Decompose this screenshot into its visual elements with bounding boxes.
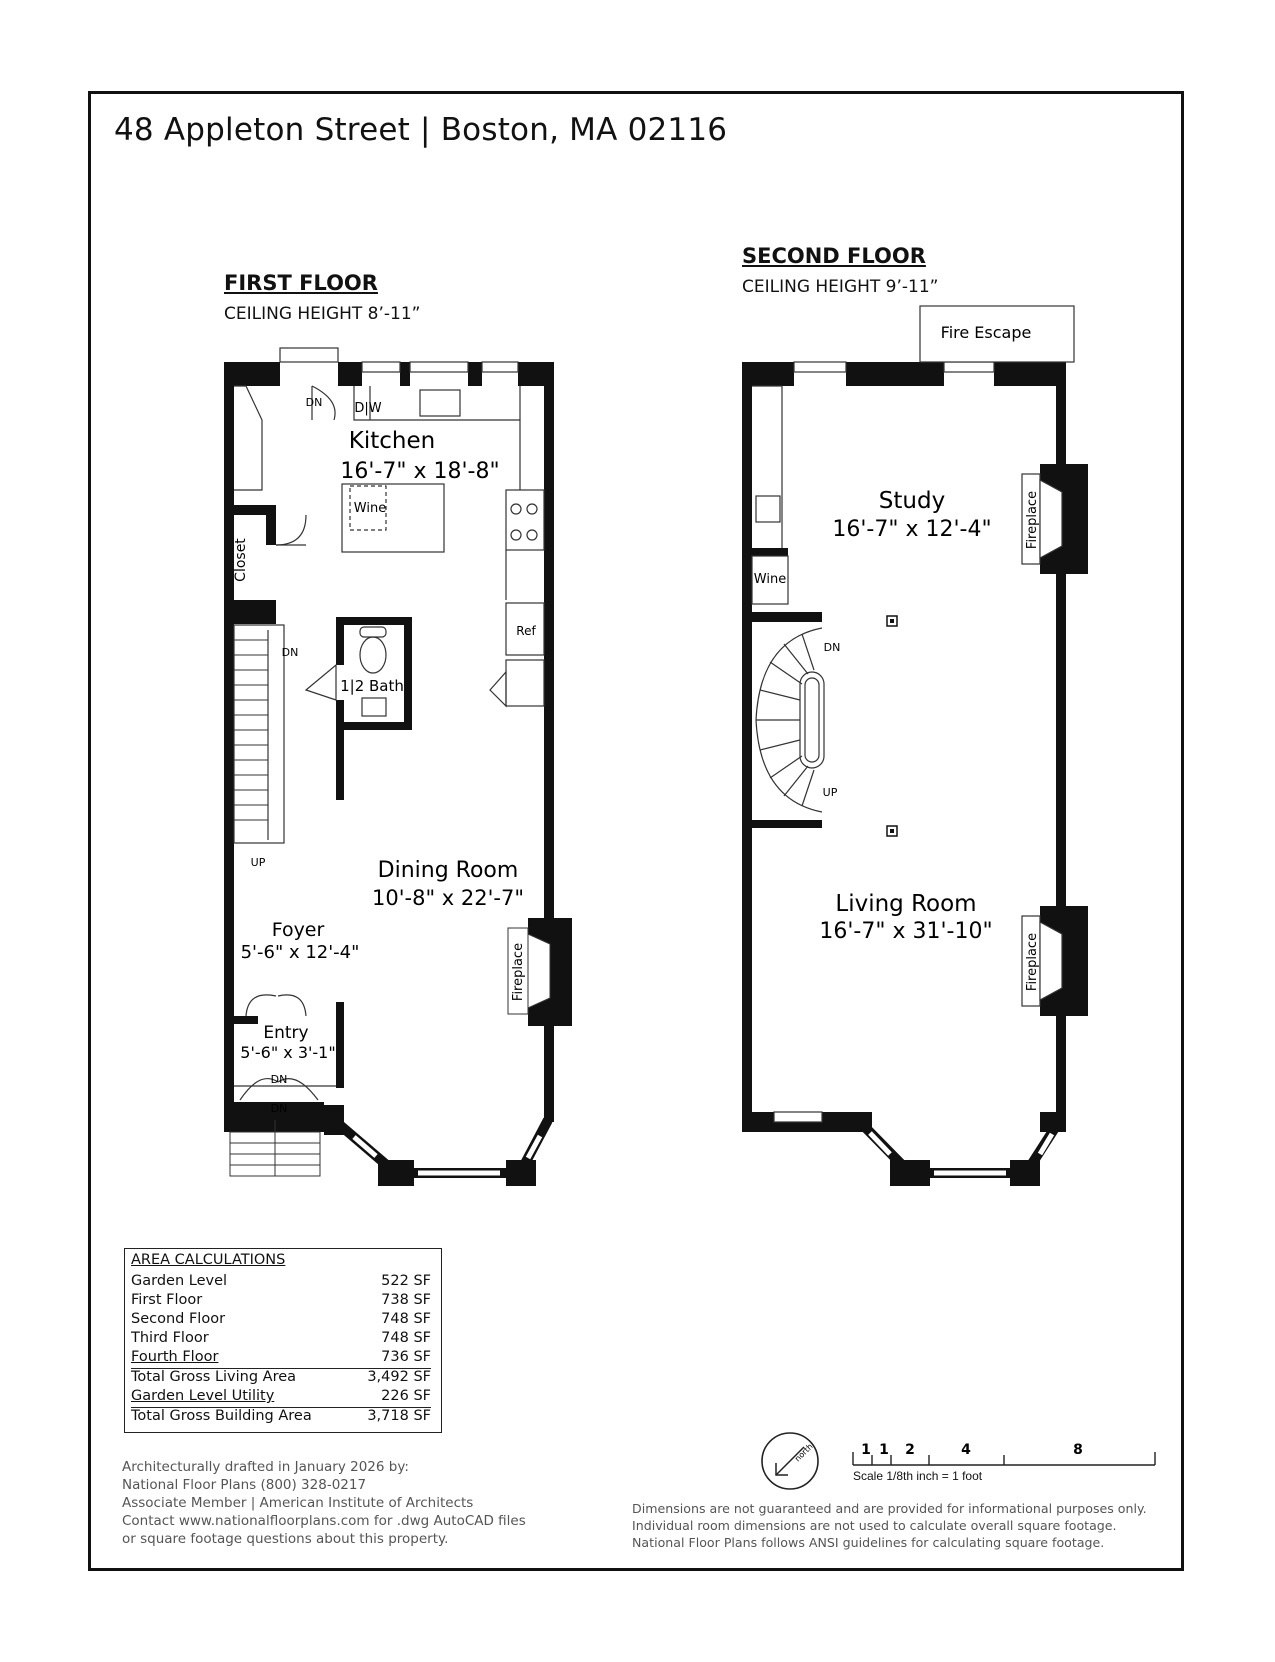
kitchen-dims: 16'-7" x 18'-8": [340, 459, 500, 484]
area-row: [131, 1292, 431, 1311]
area-row-label: Garden Level Utility: [131, 1388, 275, 1404]
study-label: Study: [878, 488, 946, 514]
area-row: [131, 1369, 431, 1388]
north-arrow-icon: [762, 1433, 818, 1489]
scale-tick-label: 8: [1073, 1442, 1083, 1458]
area-row-value: 522 SF: [381, 1273, 431, 1289]
disclaimer: [632, 1500, 1147, 1551]
area-row-value: 736 SF: [381, 1349, 431, 1365]
half-bath-label: 1|2 Bath: [340, 677, 404, 695]
area-row-label: Second Floor: [131, 1311, 226, 1327]
credit-line: Associate Member | American Institute of Architects: [122, 1495, 474, 1511]
area-row-label: Total Gross Building Area: [131, 1408, 312, 1424]
first-floor-plan: [224, 348, 572, 1186]
area-row-value: 226 SF: [381, 1388, 431, 1404]
second-wine-label: Wine: [753, 572, 787, 587]
second-floor-plan: [742, 306, 1088, 1186]
credit-line: or square footage questions about this property.: [122, 1531, 449, 1547]
area-row: [131, 1330, 431, 1349]
foyer-dims: 5'-6" x 12'-4": [240, 942, 360, 963]
scale-label: Scale 1/8th inch = 1 foot: [853, 1469, 983, 1483]
disclaimer-line: Individual room dimensions are not used to calculate overall square footage.: [632, 1518, 1117, 1533]
area-row: [131, 1273, 431, 1292]
kitchen-dn-label: DN: [305, 396, 323, 409]
scale-bar: [853, 1442, 1155, 1465]
living-room-label: Living Room: [835, 891, 977, 917]
first-floor-heading: FIRST FLOOR: [224, 271, 378, 295]
scale-tick-label: 4: [961, 1442, 971, 1458]
area-row: [131, 1349, 431, 1369]
area-row-value: 748 SF: [381, 1311, 431, 1327]
area-row: [131, 1408, 431, 1427]
kitchen-label: Kitchen: [348, 428, 436, 454]
kitchen-wine-label: Wine: [353, 501, 387, 516]
second-floor-ceiling: CEILING HEIGHT 9’-11”: [742, 277, 939, 297]
area-row-label: Third Floor: [131, 1330, 209, 1346]
drafter-credits: [122, 1458, 526, 1548]
credit-line: National Floor Plans (800) 328-0217: [122, 1477, 367, 1493]
second-stair-dn-label: DN: [823, 641, 841, 654]
area-row-label: First Floor: [131, 1292, 203, 1308]
fire-escape-label: Fire Escape: [940, 323, 1032, 342]
closet-label: Closet: [233, 538, 249, 582]
dining-room-dims: 10'-8" x 22'-7": [372, 886, 524, 910]
second-stair-up-label: UP: [822, 786, 838, 799]
area-row: [131, 1311, 431, 1330]
scale-tick-label: 2: [905, 1442, 915, 1458]
area-calculations-table: [124, 1248, 442, 1433]
disclaimer-line: Dimensions are not guaranteed and are provided for informational purposes only.: [632, 1501, 1147, 1516]
credit-line: Architecturally drafted in January 2026 by:: [122, 1459, 409, 1475]
area-row-value: 738 SF: [381, 1292, 431, 1308]
north-label: north: [793, 1441, 815, 1464]
credit-line: Contact www.nationalfloorplans.com for .dwg AutoCAD files: [122, 1513, 526, 1529]
study-fireplace-label: Fireplace: [1025, 490, 1040, 550]
first-fireplace-label: Fireplace: [511, 942, 526, 1002]
scale-tick-label: 1: [879, 1442, 889, 1458]
steps-dn-label: DN: [270, 1102, 288, 1115]
entry-label: Entry: [263, 1023, 309, 1043]
fridge-label: Ref: [516, 624, 536, 638]
stair-up-label: UP: [250, 856, 266, 869]
entry-dn-label: DN: [270, 1073, 288, 1086]
scale-tick-label: 1: [861, 1442, 871, 1458]
area-row-value: 3,718 SF: [367, 1408, 431, 1424]
area-row: [131, 1388, 431, 1408]
first-floor-ceiling: CEILING HEIGHT 8’-11”: [224, 304, 421, 324]
area-row-label: Garden Level: [131, 1273, 228, 1289]
stair-dn-label: DN: [281, 646, 299, 659]
disclaimer-line: National Floor Plans follows ANSI guidelines for calculating square footage.: [632, 1535, 1105, 1550]
living-room-dims: 16'-7" x 31'-10": [819, 919, 993, 944]
dining-room-label: Dining Room: [377, 858, 519, 883]
living-fireplace-label: Fireplace: [1025, 932, 1040, 992]
entry-dims: 5'-6" x 3'-1": [240, 1043, 336, 1062]
area-row-label: Fourth Floor: [131, 1349, 219, 1365]
area-row-value: 748 SF: [381, 1330, 431, 1346]
area-row-value: 3,492 SF: [367, 1369, 431, 1385]
second-floor-heading: SECOND FLOOR: [742, 244, 926, 268]
area-calculations-title: AREA CALCULATIONS: [131, 1252, 286, 1268]
page-title: 48 Appleton Street | Boston, MA 02116: [114, 112, 728, 148]
dishwasher-label: D|W: [354, 401, 382, 416]
area-row-label: Total Gross Living Area: [131, 1369, 297, 1385]
foyer-label: Foyer: [271, 919, 325, 941]
study-dims: 16'-7" x 12'-4": [832, 517, 992, 542]
